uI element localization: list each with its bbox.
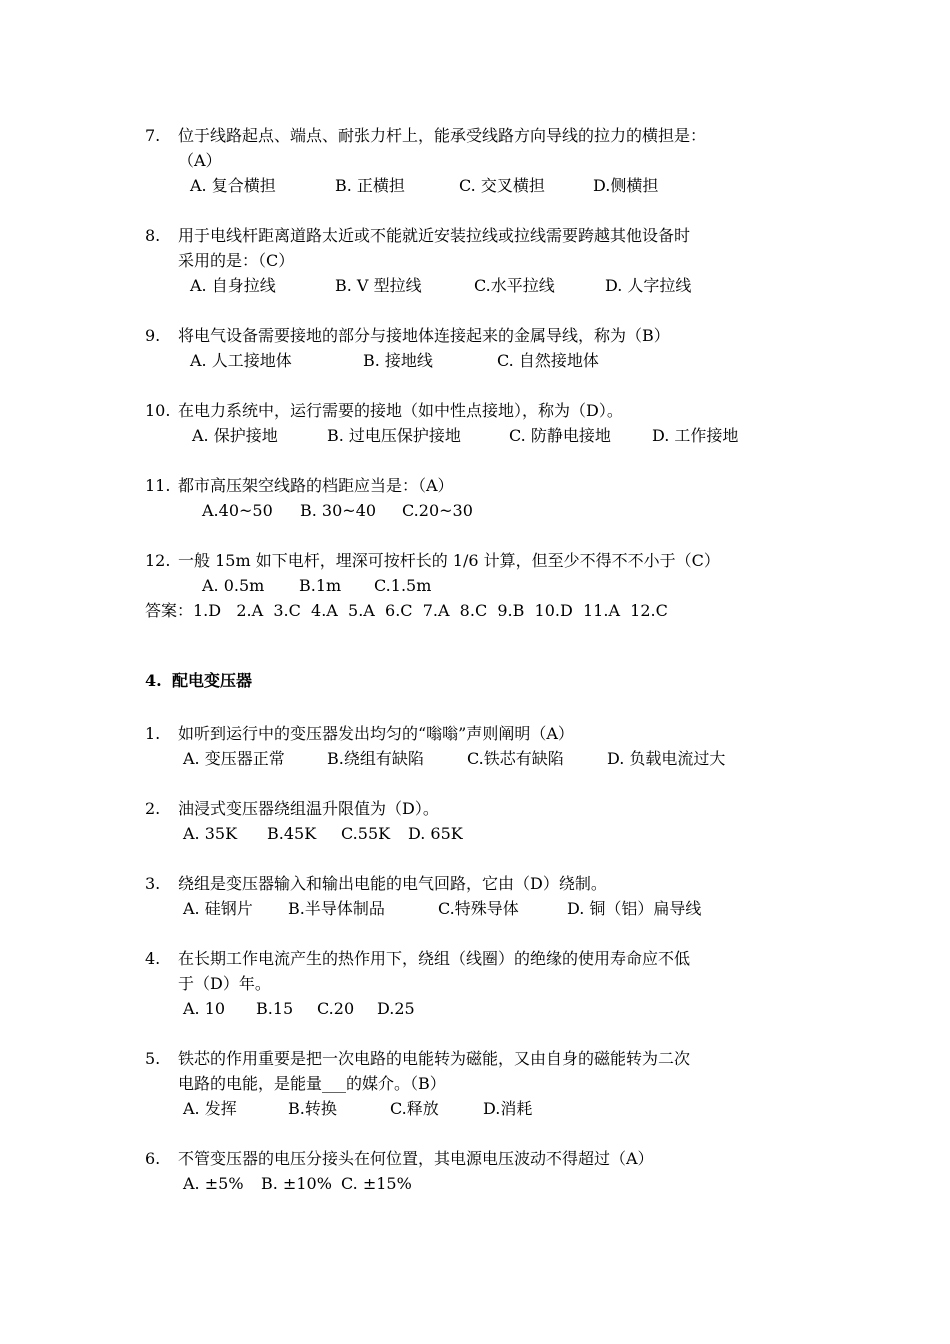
option-c: C. 交叉横担 xyxy=(459,176,545,195)
option-d: D. 工作接地 xyxy=(652,426,739,445)
option-d: D. 铜（铝）扁导线 xyxy=(567,899,702,918)
question-stem: 如听到运行中的变压器发出均匀的“嗡嗡”声则阐明（A） xyxy=(178,724,574,743)
option-a: A. 硅钢片 xyxy=(183,899,253,918)
question-stem: 在电力系统中，运行需要的接地（如中性点接地），称为（D）。 xyxy=(178,401,623,420)
option-d: D. 人字拉线 xyxy=(605,276,692,295)
section-number: 4. xyxy=(145,671,162,690)
option-a: A. 0.5m xyxy=(202,576,265,595)
option-b: B. V 型拉线 xyxy=(335,276,422,295)
question-stem: 油浸式变压器绕组温升限值为（D）。 xyxy=(178,799,439,818)
option-b: B. 接地线 xyxy=(363,351,433,370)
question-number: 3. xyxy=(145,874,161,893)
option-a: A. 变压器正常 xyxy=(183,749,285,768)
options-row xyxy=(183,899,701,919)
option-a: A. 复合横担 xyxy=(190,176,276,195)
question-stem: 用于电线杆距离道路太近或不能就近安装拉线或拉线需要跨越其他设备时 xyxy=(178,226,691,245)
question-stem: 在长期工作电流产生的热作用下，绕组（线圈）的绝缘的使用寿命应不低 xyxy=(178,949,691,968)
option-d: D. 65K xyxy=(408,824,463,843)
option-b: B.1m xyxy=(299,576,342,595)
options-row xyxy=(202,576,431,596)
option-c: C.特殊导体 xyxy=(438,899,519,918)
question-stem-cont: 于（D）年。 xyxy=(178,974,271,993)
options-row xyxy=(183,999,415,1019)
question-stem: 都市高压架空线路的档距应当是：（A） xyxy=(178,476,454,495)
question-stem: 将电气设备需要接地的部分与接地体连接起来的金属导线，称为（B） xyxy=(178,326,670,345)
question-number: 2. xyxy=(145,799,161,818)
question-stem: 不管变压器的电压分接头在何位置，其电源电压波动不得超过（A） xyxy=(178,1149,654,1168)
option-c: C.20~30 xyxy=(402,501,473,520)
options-row xyxy=(190,351,599,371)
option-b: B.半导体制品 xyxy=(288,899,385,918)
option-a: A.40~50 xyxy=(202,501,273,520)
option-d: D.消耗 xyxy=(483,1099,533,1118)
option-d: D.25 xyxy=(377,999,415,1018)
option-a: A. ±5% xyxy=(183,1174,244,1193)
question-number: 5. xyxy=(145,1049,161,1068)
question-stem-cont: 电路的电能，是能量___的媒介。（B） xyxy=(178,1074,446,1093)
question-number: 8. xyxy=(145,226,161,245)
option-a: A. 发挥 xyxy=(183,1099,237,1118)
options-row xyxy=(183,1174,412,1194)
options-row xyxy=(190,276,691,296)
question-number: 10. xyxy=(145,401,171,420)
option-b: B. 30~40 xyxy=(300,501,377,520)
option-a: A. 自身拉线 xyxy=(190,276,276,295)
options-row xyxy=(183,1099,532,1119)
question-stem-cont: 采用的是：（C） xyxy=(178,251,295,270)
option-b: B. 过电压保护接地 xyxy=(327,426,461,445)
option-d: D.侧横担 xyxy=(593,176,659,195)
answer-key: 答案：1.D 2.A 3.C 4.A 5.A 6.C 7.A 8.C 9.B 10.D 11.A 12.C xyxy=(145,601,668,620)
question-stem: 位于线路起点、端点、耐张力杆上，能承受线路方向导线的拉力的横担是： xyxy=(178,126,707,145)
question-stem: 绕组是变压器输入和输出电能的电气回路，它由（D）绕制。 xyxy=(178,874,607,893)
option-c: C.55K xyxy=(341,824,391,843)
option-a: A. 保护接地 xyxy=(192,426,278,445)
option-b: B.45K xyxy=(267,824,317,843)
option-b: B.转换 xyxy=(288,1099,337,1118)
question-stem: 一般 15m 如下电杆，埋深可按杆长的 1/6 计算，但至少不得不不小于（C） xyxy=(178,551,720,570)
option-c: C.铁芯有缺陷 xyxy=(467,749,564,768)
option-a: A. 人工接地体 xyxy=(190,351,292,370)
question-number: 7. xyxy=(145,126,161,145)
options-row xyxy=(190,176,658,196)
question-number: 6. xyxy=(145,1149,161,1168)
option-d: D. 负载电流过大 xyxy=(607,749,726,768)
section-heading: 配电变压器 xyxy=(172,671,253,690)
option-c: C.水平拉线 xyxy=(474,276,555,295)
option-c: C. 自然接地体 xyxy=(497,351,599,370)
option-c: C. ±15% xyxy=(341,1174,412,1193)
question-number: 1. xyxy=(145,724,161,743)
question-number: 12. xyxy=(145,551,171,570)
option-b: B.绕组有缺陷 xyxy=(327,749,424,768)
options-row xyxy=(183,749,725,769)
option-a: A. 10 xyxy=(183,999,226,1018)
option-a: A. 35K xyxy=(183,824,238,843)
option-b: B. ±10% xyxy=(261,1174,332,1193)
question-number: 9. xyxy=(145,326,161,345)
option-c: C. 防静电接地 xyxy=(509,426,611,445)
option-c: C.1.5m xyxy=(374,576,432,595)
options-row xyxy=(192,426,738,446)
options-row xyxy=(183,824,463,844)
question-stem-cont: （A） xyxy=(178,151,222,170)
question-number: 11. xyxy=(145,476,171,495)
option-c: C.20 xyxy=(317,999,355,1018)
question-number: 4. xyxy=(145,949,161,968)
options-row xyxy=(202,501,473,521)
option-b: B.15 xyxy=(256,999,294,1018)
option-b: B. 正横担 xyxy=(335,176,405,195)
option-c: C.释放 xyxy=(390,1099,439,1118)
question-stem: 铁芯的作用重要是把一次电路的电能转为磁能，又由自身的磁能转为二次 xyxy=(178,1049,691,1068)
